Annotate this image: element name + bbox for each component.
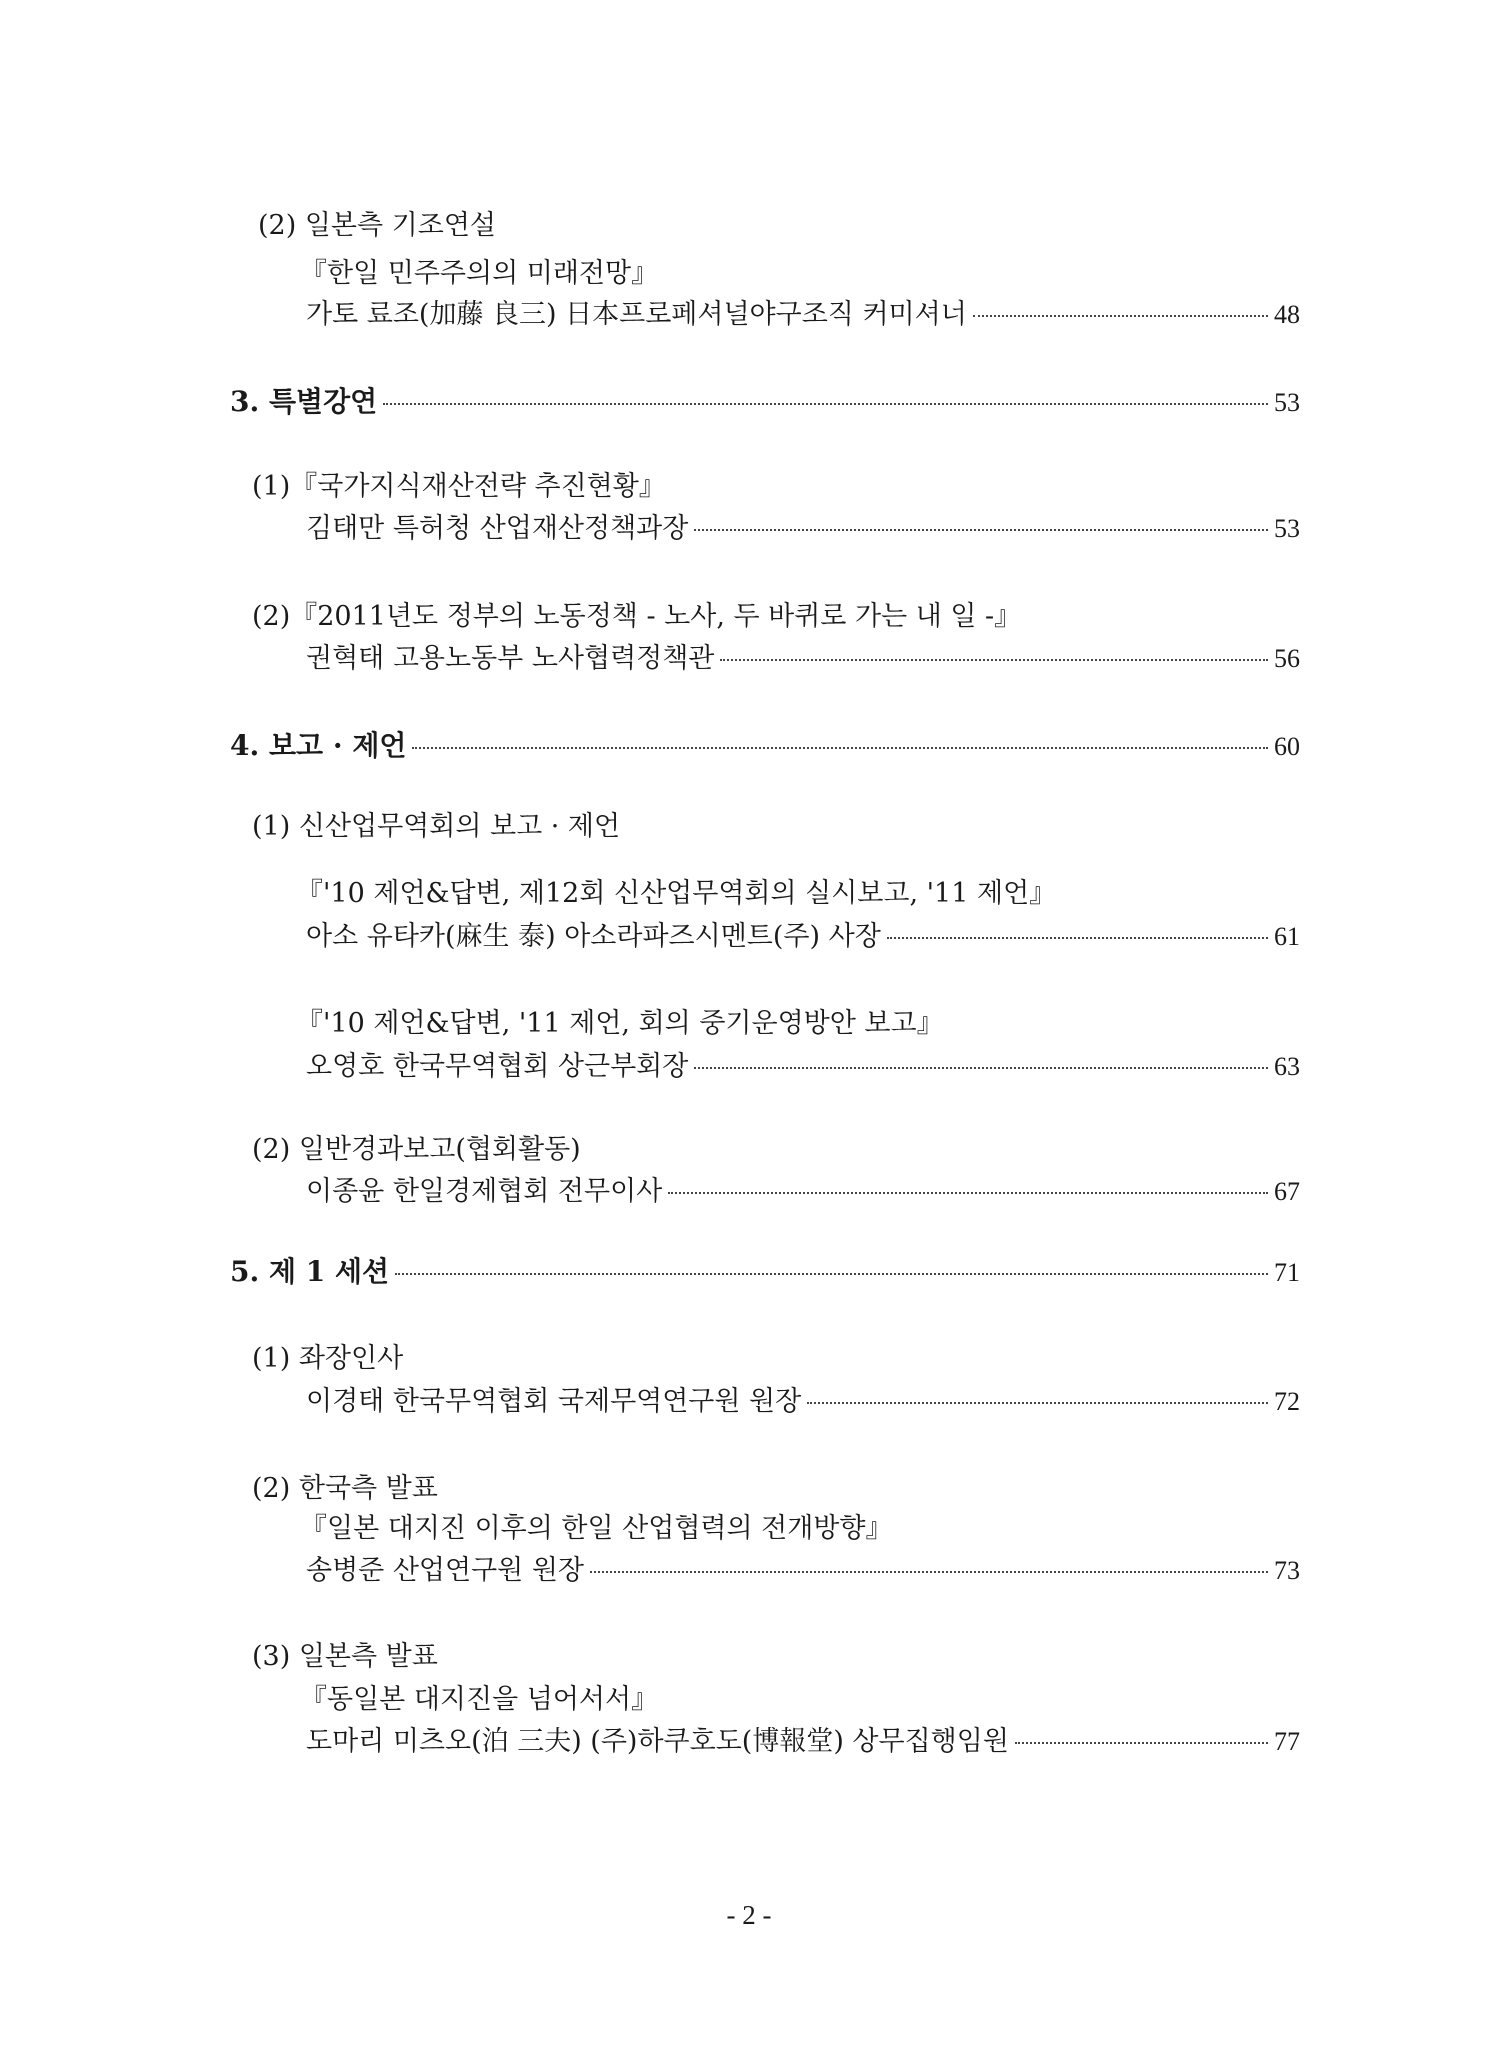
toc-title: 『'10 제언&답변, '11 제언, 회의 중기운영방안 보고』 [296, 1008, 944, 1039]
toc-page-number: 63 [1274, 1052, 1300, 1081]
toc-subheading: (2)『2011년도 정부의 노동정책 - 노사, 두 바퀴로 가는 내 일 -』 [252, 601, 1022, 632]
toc-subheading: (1) 좌장인사 [252, 1343, 404, 1374]
toc-entry[interactable] [306, 1385, 1300, 1419]
toc-subheading: (2) 한국측 발표 [252, 1473, 438, 1504]
toc-entry[interactable] [306, 1554, 1300, 1588]
toc-entry-label: 김태만 특허청 산업재산정책과장 [306, 513, 689, 544]
toc-page-number: 61 [1274, 922, 1300, 951]
leader-dots [887, 937, 1268, 939]
toc-section-label: 3. 특별강연 [230, 385, 378, 418]
toc-title: 『일본 대지진 이후의 한일 산업협력의 전개방향』 [300, 1513, 893, 1544]
toc-entry[interactable] [306, 642, 1300, 676]
toc-entry[interactable] [306, 920, 1300, 954]
toc-entry[interactable] [306, 1050, 1300, 1084]
toc-page-number: 67 [1274, 1177, 1300, 1206]
toc-entry-label: 도마리 미츠오(泊 三夫) (주)하쿠호도(博報堂) 상무집행임원 [306, 1726, 1009, 1757]
leader-dots [1015, 1742, 1268, 1744]
leader-dots [694, 1067, 1268, 1069]
toc-subheading: (1) 신산업무역회의 보고 · 제언 [252, 811, 621, 842]
toc-subheading: (1)『국가지식재산전략 추진현황』 [252, 471, 666, 502]
leader-dots [395, 1273, 1268, 1275]
toc-entry-label: 송병준 산업연구원 원장 [306, 1555, 584, 1586]
toc-section[interactable] [230, 729, 1300, 764]
leader-dots [720, 659, 1268, 661]
toc-entry-label: 권혁태 고용노동부 노사협력정책관 [306, 643, 715, 674]
toc-subheading: (2) 일반경과보고(협회활동) [252, 1134, 581, 1165]
toc-entry[interactable] [306, 1175, 1300, 1209]
toc-title: 『동일본 대지진을 넘어서서』 [300, 1684, 659, 1715]
toc-entry-label: 오영호 한국무역협회 상근부회장 [306, 1051, 689, 1082]
leader-dots [973, 315, 1268, 317]
leader-dots [412, 747, 1268, 749]
toc-entry-label: 아소 유타카(麻生 泰) 아소라파즈시멘트(주) 사장 [306, 921, 881, 952]
leader-dots [668, 1192, 1268, 1194]
toc-entry[interactable] [306, 1725, 1300, 1759]
toc-title: 『'10 제언&답변, 제12회 신산업무역회의 실시보고, '11 제언』 [296, 878, 1057, 909]
toc-section[interactable] [230, 1255, 1300, 1290]
toc-page-number: 71 [1274, 1258, 1300, 1287]
toc-section[interactable] [230, 385, 1300, 420]
page-number-footer: - 2 - [726, 1900, 772, 1930]
toc-title: 『한일 민주주의의 미래전망』 [300, 258, 659, 289]
toc-section-label: 4. 보고 · 제언 [230, 729, 407, 762]
toc-subheading: (3) 일본측 발표 [252, 1641, 438, 1672]
toc-page-number: 60 [1274, 732, 1300, 761]
toc-page-number: 56 [1274, 644, 1300, 673]
toc-subheading: (2) 일본측 기조연설 [258, 210, 496, 241]
leader-dots [807, 1402, 1268, 1404]
toc-page-number: 72 [1274, 1387, 1300, 1416]
toc-page-number: 48 [1274, 300, 1300, 329]
toc-entry[interactable] [306, 512, 1300, 546]
toc-entry[interactable] [306, 298, 1300, 332]
toc-entry-label: 이종윤 한일경제협회 전무이사 [306, 1176, 663, 1207]
leader-dots [694, 529, 1268, 531]
toc-page-number: 77 [1274, 1727, 1300, 1756]
leader-dots [383, 403, 1268, 405]
toc-section-label: 5. 제 1 세션 [230, 1255, 390, 1288]
toc-entry-label: 가토 료조(加藤 良三) 日本프로페셔널야구조직 커미셔너 [306, 299, 967, 330]
toc-page-number: 53 [1274, 388, 1300, 417]
toc-page-number: 73 [1274, 1556, 1300, 1585]
leader-dots [590, 1571, 1268, 1573]
toc-entry-label: 이경태 한국무역협회 국제무역연구원 원장 [306, 1386, 802, 1417]
toc-page-number: 53 [1274, 514, 1300, 543]
